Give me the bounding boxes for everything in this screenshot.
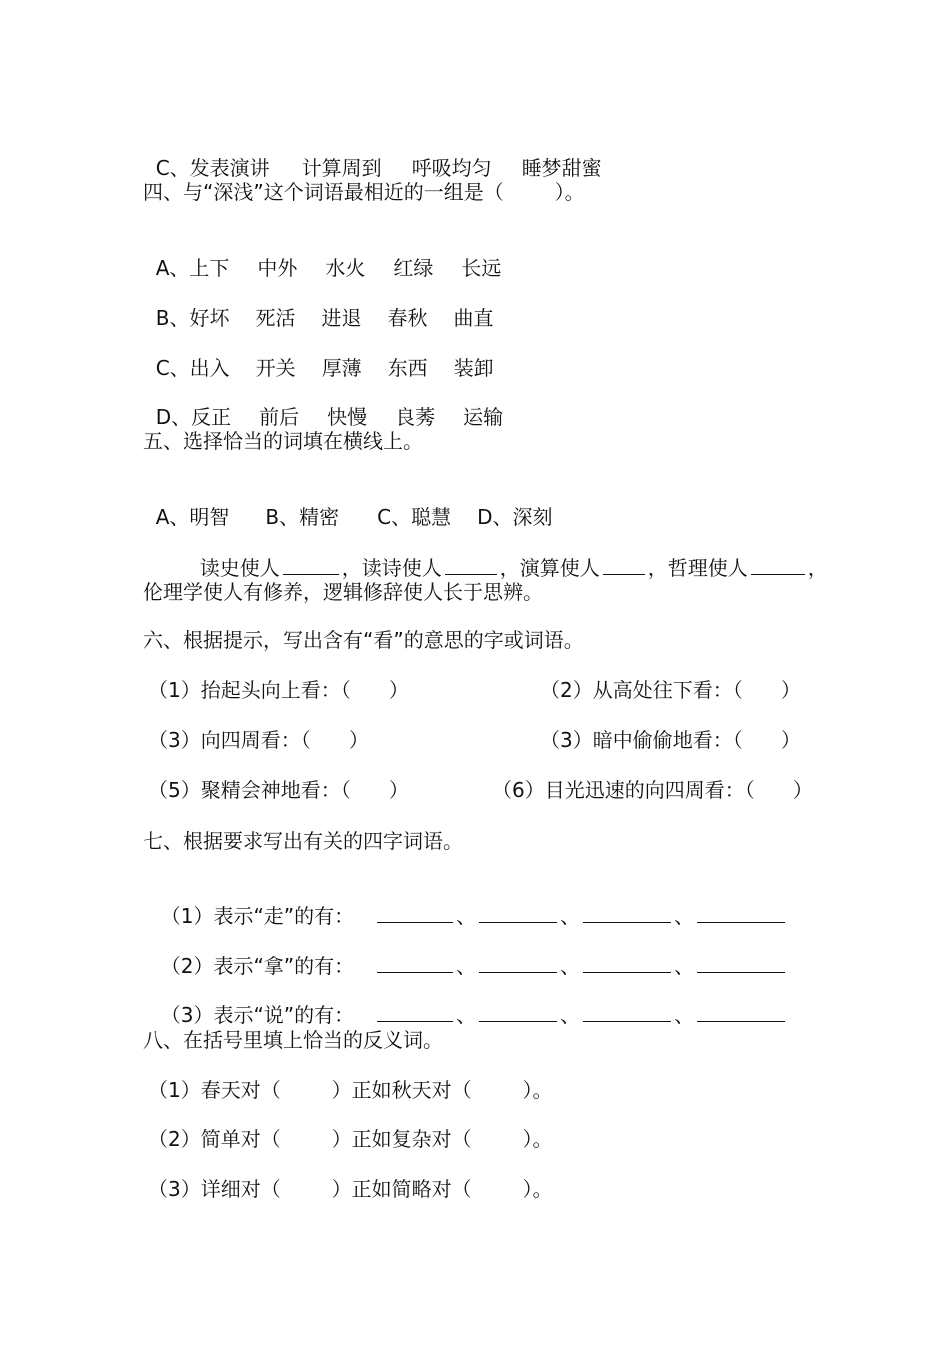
q7-sep: 、 — [456, 1003, 477, 1027]
option-c-word-4: 睡梦甜蜜 — [521, 156, 602, 180]
q7-sep: 、 — [674, 1003, 695, 1027]
q7-row-1-blank-2[interactable] — [479, 904, 557, 923]
option-c-word-1: C、发表演讲 — [155, 156, 270, 180]
q7-row-3-blank-4[interactable] — [697, 1003, 785, 1022]
q4-c-5: 装卸 — [453, 356, 494, 380]
q7-sep: 、 — [560, 1003, 581, 1027]
q7-sep: 、 — [456, 904, 477, 928]
q5-option-d: D、深刻 — [477, 505, 553, 529]
q4-c-3: 厚薄 — [321, 356, 362, 380]
q5-option-b: B、精密 — [265, 505, 340, 529]
q4-a-4: 红绿 — [393, 256, 434, 280]
q7-row-2 — [148, 927, 788, 979]
q4-b-4: 春秋 — [387, 306, 428, 330]
q4-option-c — [143, 329, 494, 381]
q4-c-4: 东西 — [387, 356, 428, 380]
q7-row-2-blank-3[interactable] — [583, 954, 671, 973]
q7-sep: 、 — [674, 954, 695, 978]
q5-blank-1[interactable] — [283, 556, 339, 575]
q7-row-2-blank-1[interactable] — [377, 954, 453, 973]
q4-d-5: 运输 — [463, 405, 504, 429]
q7-sep: 、 — [560, 954, 581, 978]
q4-d-1: D、反正 — [155, 405, 232, 429]
q7-row-1-blank-4[interactable] — [697, 904, 785, 923]
q7-sep: 、 — [560, 904, 581, 928]
q7-sep: 、 — [674, 904, 695, 928]
q4-b-1: B、好坏 — [155, 306, 230, 330]
q7-row-3-blank-1[interactable] — [377, 1003, 453, 1022]
q7-row-3-label: （3）表示“说”的有： — [160, 1003, 355, 1027]
q5-text-4: ，哲理使人 — [647, 556, 748, 580]
q4-b-3: 进退 — [321, 306, 362, 330]
q8-row-3: （3）详细对（ ）正如简略对（ ）。 — [148, 1177, 553, 1201]
q4-d-2: 前后 — [259, 405, 300, 429]
q8-row-2: （2）简单对（ ）正如复杂对（ ）。 — [148, 1127, 553, 1151]
q7-row-3 — [148, 976, 788, 1028]
q5-text-5: ， — [807, 556, 828, 580]
q7-row-1-blank-3[interactable] — [583, 904, 671, 923]
q4-option-b — [143, 279, 493, 331]
q5-option-a: A、明智 — [155, 505, 230, 529]
q4-a-3: 水火 — [325, 256, 366, 280]
q7-row-1 — [148, 877, 788, 929]
q4-d-4: 良莠 — [395, 405, 436, 429]
q7-row-2-blank-2[interactable] — [479, 954, 557, 973]
q6-item-2: （2）从高处往下看：（ ） — [540, 678, 801, 702]
q7-row-2-blank-4[interactable] — [697, 954, 785, 973]
q7-title: 七、根据要求写出有关的四字词语。 — [143, 829, 463, 853]
q5-sentence-line1 — [187, 529, 828, 581]
q7-row-1-label: （1）表示“走”的有： — [160, 904, 355, 928]
q5-blank-3[interactable] — [603, 556, 645, 575]
q5-text-3: ，演算使人 — [499, 556, 600, 580]
q6-item-6: （6）目光迅速的向四周看：（ ） — [492, 778, 813, 802]
q5-text-2: ，读诗使人 — [341, 556, 442, 580]
q5-options — [143, 478, 553, 530]
q6-item-5: （5）聚精会神地看：（ ） — [148, 778, 409, 802]
q4-a-1: A、上下 — [155, 256, 230, 280]
option-c-word-3: 呼吸均匀 — [411, 156, 492, 180]
q5-option-c: C、聪慧 — [377, 505, 452, 529]
q4-b-5: 曲直 — [453, 306, 494, 330]
q6-title: 六、根据提示，写出含有“看”的意思的字或词语。 — [143, 628, 584, 652]
q4-a-2: 中外 — [257, 256, 298, 280]
q4-b-2: 死活 — [255, 306, 296, 330]
q8-row-1: （1）春天对（ ）正如秋天对（ ）。 — [148, 1078, 553, 1102]
q6-item-1: （1）抬起头向上看：（ ） — [148, 678, 409, 702]
q4-c-1: C、出入 — [155, 356, 230, 380]
q5-sentence-line2: 伦理学使人有修养，逻辑修辞使人长于思辨。 — [143, 580, 543, 604]
q4-title: 四、与“深浅”这个词语最相近的一组是（ ）。 — [143, 180, 585, 204]
q5-blank-2[interactable] — [445, 556, 497, 575]
q5-text-1: 读史使人 — [199, 556, 280, 580]
q6-item-4: （3）暗中偷偷地看：（ ） — [540, 728, 801, 752]
q7-row-3-blank-2[interactable] — [479, 1003, 557, 1022]
q4-option-d — [143, 378, 503, 430]
q6-item-3: （3）向四周看：（ ） — [148, 728, 369, 752]
q4-option-a — [143, 229, 501, 281]
q7-sep: 、 — [456, 954, 477, 978]
q5-blank-4[interactable] — [751, 556, 805, 575]
q4-d-3: 快慢 — [327, 405, 368, 429]
q5-title: 五、选择恰当的词填在横线上。 — [143, 429, 423, 453]
q7-row-2-label: （2）表示“拿”的有： — [160, 954, 355, 978]
q4-c-2: 开关 — [255, 356, 296, 380]
option-c-word-2: 计算周到 — [301, 156, 382, 180]
q7-row-1-blank-1[interactable] — [377, 904, 453, 923]
q8-title: 八、在括号里填上恰当的反义词。 — [143, 1028, 443, 1052]
option-row-c — [143, 129, 602, 181]
q7-row-3-blank-3[interactable] — [583, 1003, 671, 1022]
q4-a-5: 长远 — [461, 256, 502, 280]
